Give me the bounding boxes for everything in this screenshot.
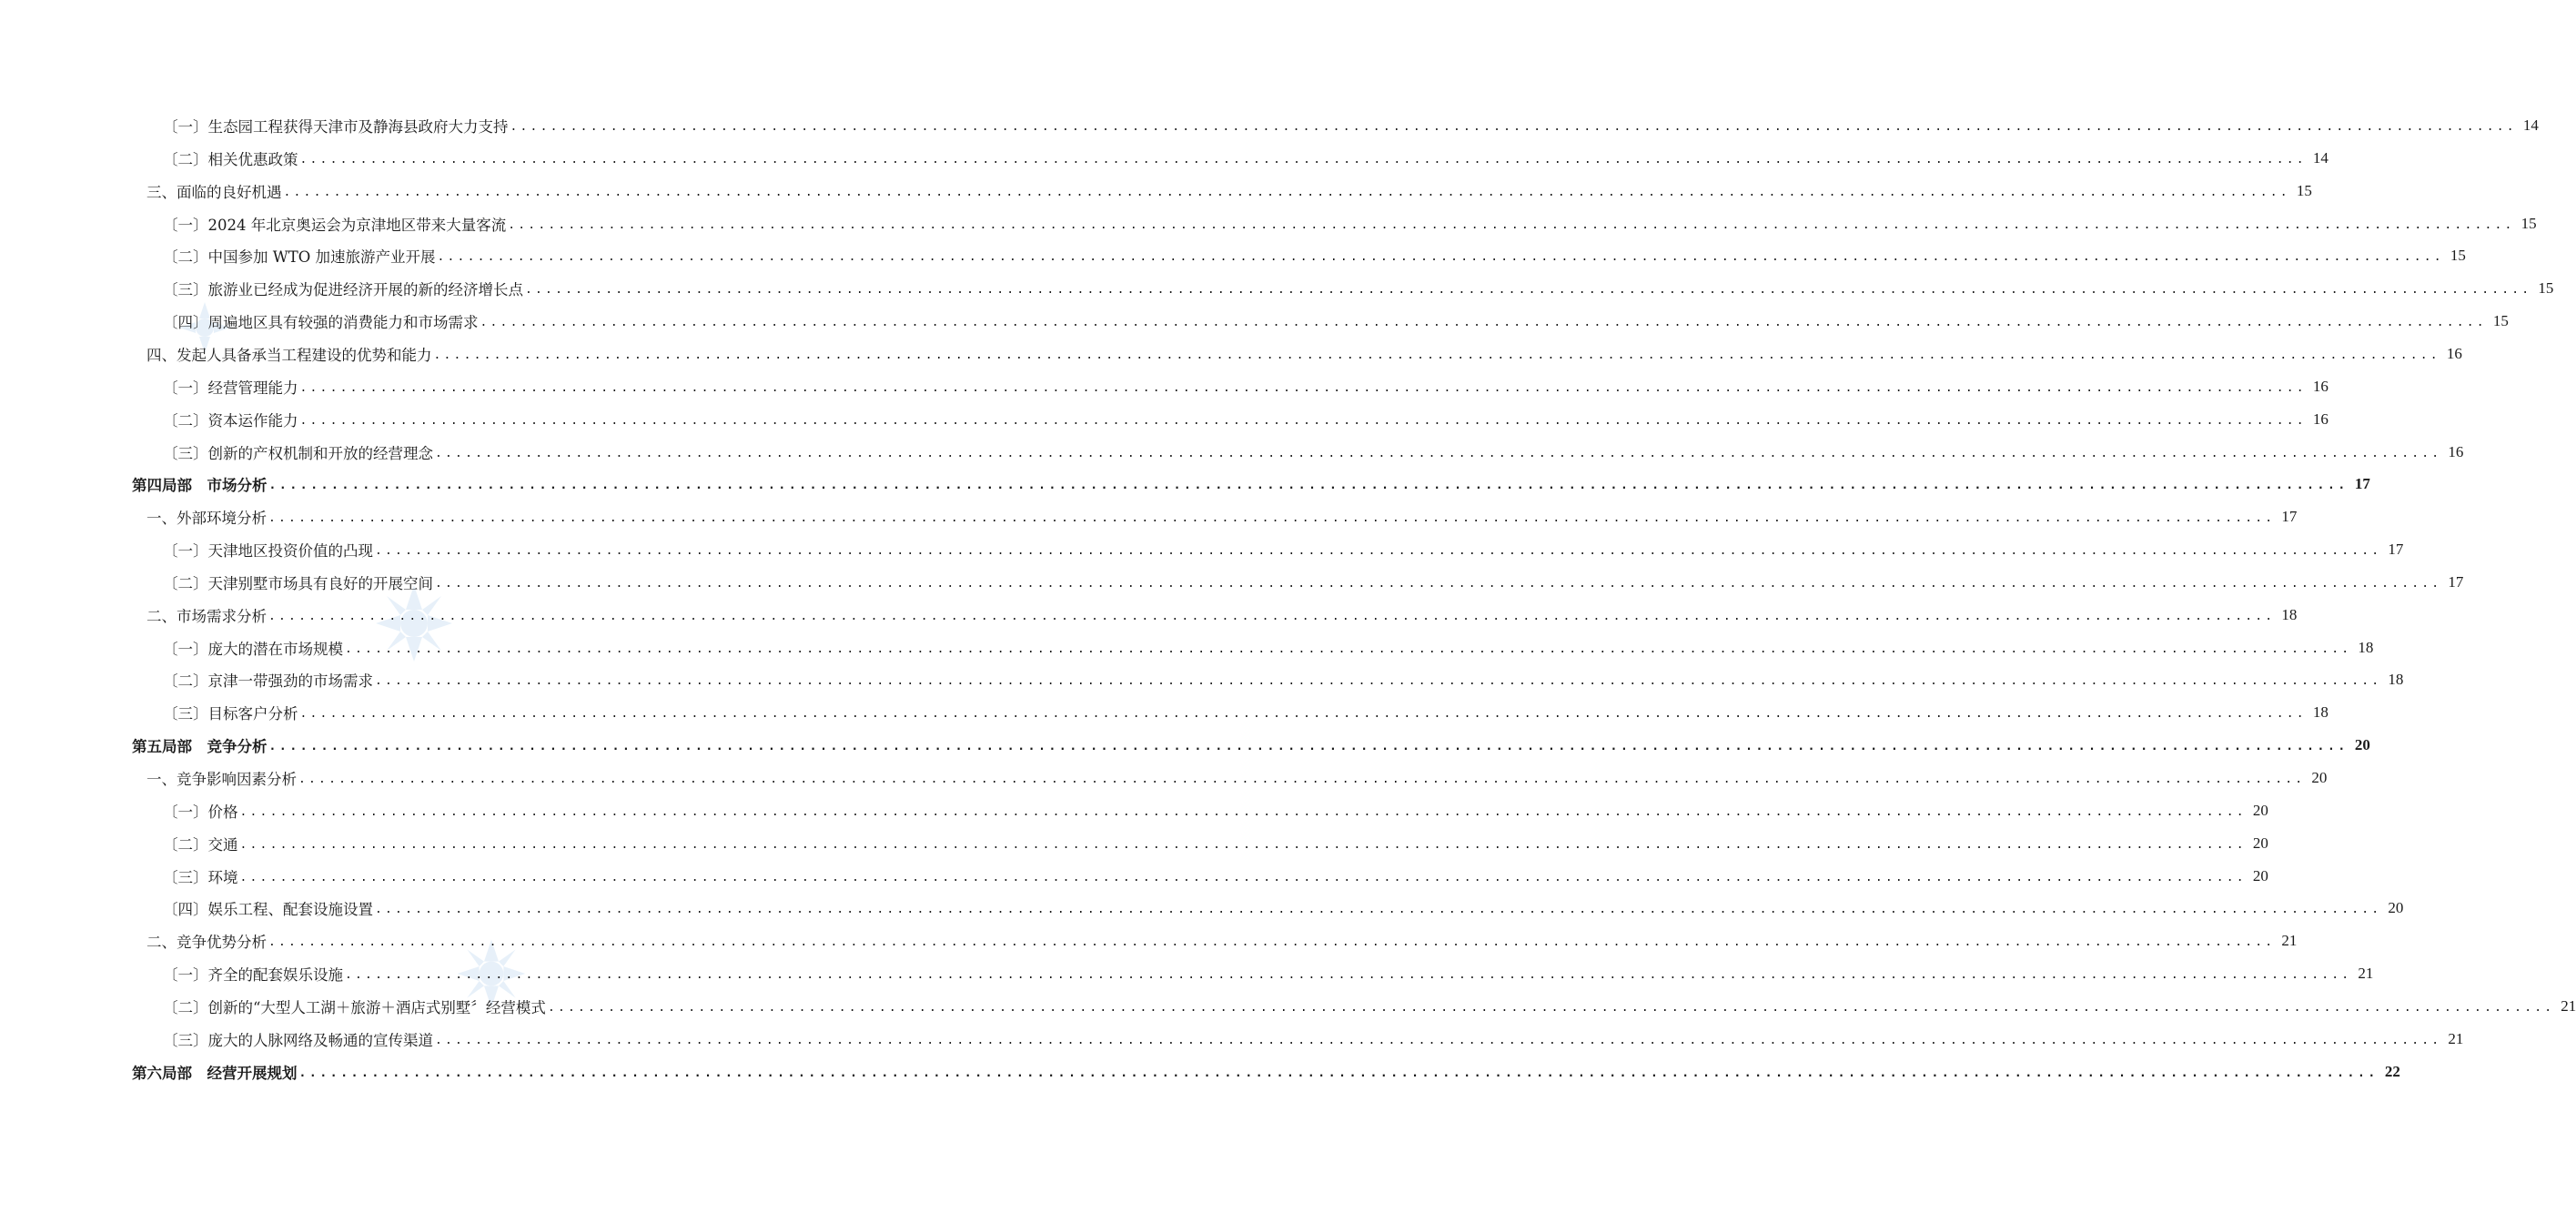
toc-dot-leader: ........................................................................................................................................................................................................: [268, 479, 2349, 493]
toc-section-entry[interactable]: [146, 504, 2298, 530]
toc-entry-title: 〔一〕齐全的配套娱乐设施: [163, 966, 343, 985]
toc-page-number: 17: [2448, 572, 2464, 591]
toc-page-number: 18: [2388, 671, 2404, 689]
toc-entry-title: 第六局部 经营开展规划: [132, 1064, 298, 1082]
toc-page-number: 16: [2312, 409, 2329, 428]
toc-dot-leader: ........................................................................................................................................................................................................: [283, 185, 2290, 199]
toc-subsection-entry[interactable]: [163, 570, 2464, 595]
toc-page-number: 15: [2492, 312, 2509, 330]
toc-subsection-entry[interactable]: [163, 243, 2466, 268]
toc-subsection-entry[interactable]: [163, 211, 2537, 237]
toc-page-number: 17: [2388, 541, 2404, 559]
toc-entry-title: 〔二〕天津别墅市场具有良好的开展空间: [163, 574, 433, 592]
toc-entry-title: 四、发起人具备承当工程建设的优势和能力: [146, 346, 432, 364]
toc-entry-title: 〔一〕庞大的潜在市场规模: [163, 640, 343, 658]
toc-subsection-entry[interactable]: [163, 374, 2329, 399]
toc-part-entry[interactable]: [132, 733, 2370, 758]
toc-page-number: 18: [2358, 638, 2374, 656]
toc-dot-leader: ........................................................................................................................................................................................................: [298, 773, 2306, 786]
toc-page-number: 16: [2446, 344, 2462, 362]
toc-dot-leader: ........................................................................................................................................................................................................: [299, 152, 2307, 167]
toc-subsection-entry[interactable]: [163, 113, 2539, 138]
toc-page-number: 16: [2312, 377, 2329, 395]
toc-entry-title: 〔三〕目标客户分析: [163, 705, 298, 723]
toc-subsection-entry[interactable]: [163, 635, 2374, 661]
toc-dot-leader: ........................................................................................................................................................................................................: [435, 576, 2442, 591]
toc-page-number: 17: [2354, 475, 2370, 493]
toc-dot-leader: ........................................................................................................................................................................................................: [268, 511, 2276, 526]
toc-section-entry[interactable]: [146, 178, 2312, 204]
toc-dot-leader: ........................................................................................................................................................................................................: [268, 935, 2276, 950]
toc-page-number: 18: [2281, 605, 2298, 623]
toc-dot-leader: ........................................................................................................................................................................................................: [510, 120, 2517, 134]
toc-subsection-entry[interactable]: [163, 146, 2329, 171]
toc-section-entry[interactable]: [146, 765, 2328, 791]
toc-dot-leader: ........................................................................................................................................................................................................: [239, 804, 2247, 819]
toc-entry-title: 〔二〕中国参加 WTO 加速旅游产业开展: [163, 248, 436, 267]
toc-entry-title: 〔二〕创新的“大型人工湖＋旅游＋酒店式别墅〞经营模式: [163, 998, 546, 1016]
toc-entry-title: 第五局部 竞争分析: [132, 738, 268, 756]
toc-page-number: 20: [2252, 866, 2268, 884]
toc-subsection-entry[interactable]: [163, 994, 2576, 1019]
toc-dot-leader: ........................................................................................................................................................................................................: [433, 348, 2440, 362]
toc-part-entry[interactable]: [132, 471, 2370, 497]
toc-subsection-entry[interactable]: [163, 1026, 2464, 1052]
toc-entry-title: 〔三〕庞大的人脉网络及畅通的宣传渠道: [163, 1031, 433, 1049]
toc-section-entry[interactable]: [146, 341, 2462, 367]
toc-page-number: 20: [2252, 801, 2268, 819]
toc-page-number: 14: [2312, 148, 2329, 167]
toc-section-entry[interactable]: [146, 602, 2298, 628]
toc-page-number: 21: [2281, 932, 2298, 950]
toc-entry-title: 〔一〕天津地区投资价值的凸现: [163, 542, 373, 561]
toc-entry-title: 〔三〕旅游业已经成为促进经济开展的新的经济增长点: [163, 281, 523, 299]
toc-subsection-entry[interactable]: [163, 864, 2268, 889]
toc-dot-leader: ........................................................................................................................................................................................................: [268, 740, 2349, 754]
toc-entry-title: 〔一〕经营管理能力: [163, 379, 298, 397]
toc-dot-leader: ........................................................................................................................................................................................................: [508, 217, 2515, 232]
toc-subsection-entry[interactable]: [163, 798, 2268, 824]
toc-page-number: 20: [2388, 899, 2404, 917]
toc-entry-title: 二、竞争优势分析: [146, 934, 267, 952]
toc-page-number: 20: [2311, 769, 2328, 786]
toc-page-number: 17: [2281, 508, 2298, 526]
toc-dot-leader: ........................................................................................................................................................................................................: [268, 609, 2276, 623]
toc-dot-leader: ........................................................................................................................................................................................................: [345, 968, 2352, 983]
toc-dot-leader: ........................................................................................................................................................................................................: [435, 1033, 2442, 1047]
toc-dot-leader: ........................................................................................................................................................................................................: [299, 707, 2307, 722]
toc-entry-title: 〔三〕环境: [163, 868, 238, 886]
toc-page-number: 15: [2450, 247, 2466, 265]
toc-entry-title: 〔一〕2024 年北京奥运会为京津地区带来大量客流: [163, 216, 507, 234]
toc-page-number: 22: [2384, 1062, 2400, 1080]
toc-dot-leader: ........................................................................................................................................................................................................: [298, 1066, 2379, 1080]
toc-dot-leader: ........................................................................................................................................................................................................: [480, 316, 2487, 330]
toc-dot-leader: ........................................................................................................................................................................................................: [375, 903, 2382, 917]
toc-page-number: 15: [2520, 214, 2537, 232]
toc-entry-title: 〔一〕生态园工程获得天津市及静海县政府大力支持: [163, 118, 509, 136]
toc-entry-title: 〔四〕娱乐工程、配套设施设置: [163, 901, 373, 919]
toc-entry-title: 〔二〕京津一带强劲的市场需求: [163, 672, 373, 691]
toc-subsection-entry[interactable]: [163, 407, 2329, 432]
toc-page-number: 14: [2522, 116, 2539, 134]
toc-entry-title: 〔二〕相关优惠政策: [163, 150, 298, 168]
toc-page-number: 15: [2538, 279, 2554, 298]
toc-dot-leader: ........................................................................................................................................................................................................: [299, 380, 2307, 395]
toc-subsection-entry[interactable]: [163, 537, 2404, 562]
toc-page-number: 21: [2358, 965, 2374, 983]
toc-entry-title: 〔二〕交通: [163, 835, 238, 854]
toc-subsection-entry[interactable]: [163, 961, 2374, 986]
toc-dot-leader: ........................................................................................................................................................................................................: [345, 642, 2352, 656]
toc-page-number: 15: [2296, 181, 2312, 199]
toc-subsection-entry[interactable]: [163, 895, 2404, 921]
toc-subsection-entry[interactable]: [163, 276, 2554, 301]
toc-subsection-entry[interactable]: [163, 700, 2329, 725]
toc-entry-title: 二、市场需求分析: [146, 607, 267, 625]
toc-dot-leader: ........................................................................................................................................................................................................: [299, 413, 2307, 428]
toc-page-number: 21: [2561, 996, 2576, 1015]
toc-dot-leader: ........................................................................................................................................................................................................: [437, 250, 2444, 265]
toc-dot-leader: ........................................................................................................................................................................................................: [239, 870, 2247, 884]
toc-entry-title: 第四局部 市场分析: [132, 477, 268, 495]
toc-entry-title: 〔二〕资本运作能力: [163, 411, 298, 430]
toc-subsection-entry[interactable]: [163, 308, 2509, 334]
toc-subsection-entry[interactable]: [163, 831, 2268, 856]
toc-dot-leader: ........................................................................................................................................................................................................: [435, 446, 2442, 460]
toc-subsection-entry[interactable]: [163, 440, 2464, 465]
toc-dot-leader: ........................................................................................................................................................................................................: [375, 544, 2382, 559]
toc-dot-leader: ........................................................................................................................................................................................................: [375, 674, 2382, 689]
toc-page-number: 20: [2252, 834, 2268, 852]
toc-page-number: 18: [2312, 703, 2329, 722]
toc-dot-leader: ........................................................................................................................................................................................................: [239, 837, 2247, 852]
toc-page-number: 16: [2448, 442, 2464, 460]
toc-page-number: 21: [2448, 1029, 2464, 1047]
toc-section-entry[interactable]: [146, 928, 2298, 954]
toc-entry-title: 一、外部环境分析: [146, 510, 267, 528]
toc-entry-title: 〔一〕价格: [163, 803, 238, 821]
toc-dot-leader: ........................................................................................................................................................................................................: [547, 1000, 2555, 1015]
toc-part-entry[interactable]: [132, 1059, 2400, 1085]
toc-entry-title: 一、竞争影响因素分析: [146, 771, 297, 788]
toc-page-number: 20: [2354, 736, 2370, 754]
toc-dot-leader: ........................................................................................................................................................................................................: [525, 283, 2532, 298]
toc-subsection-entry[interactable]: [163, 667, 2404, 692]
toc-entry-title: 三、面临的良好机遇: [146, 183, 282, 201]
toc-entry-title: 〔四〕周遍地区具有较强的消费能力和市场需求: [163, 314, 479, 332]
toc-entry-title: 〔三〕创新的产权机制和开放的经营理念: [163, 444, 433, 462]
